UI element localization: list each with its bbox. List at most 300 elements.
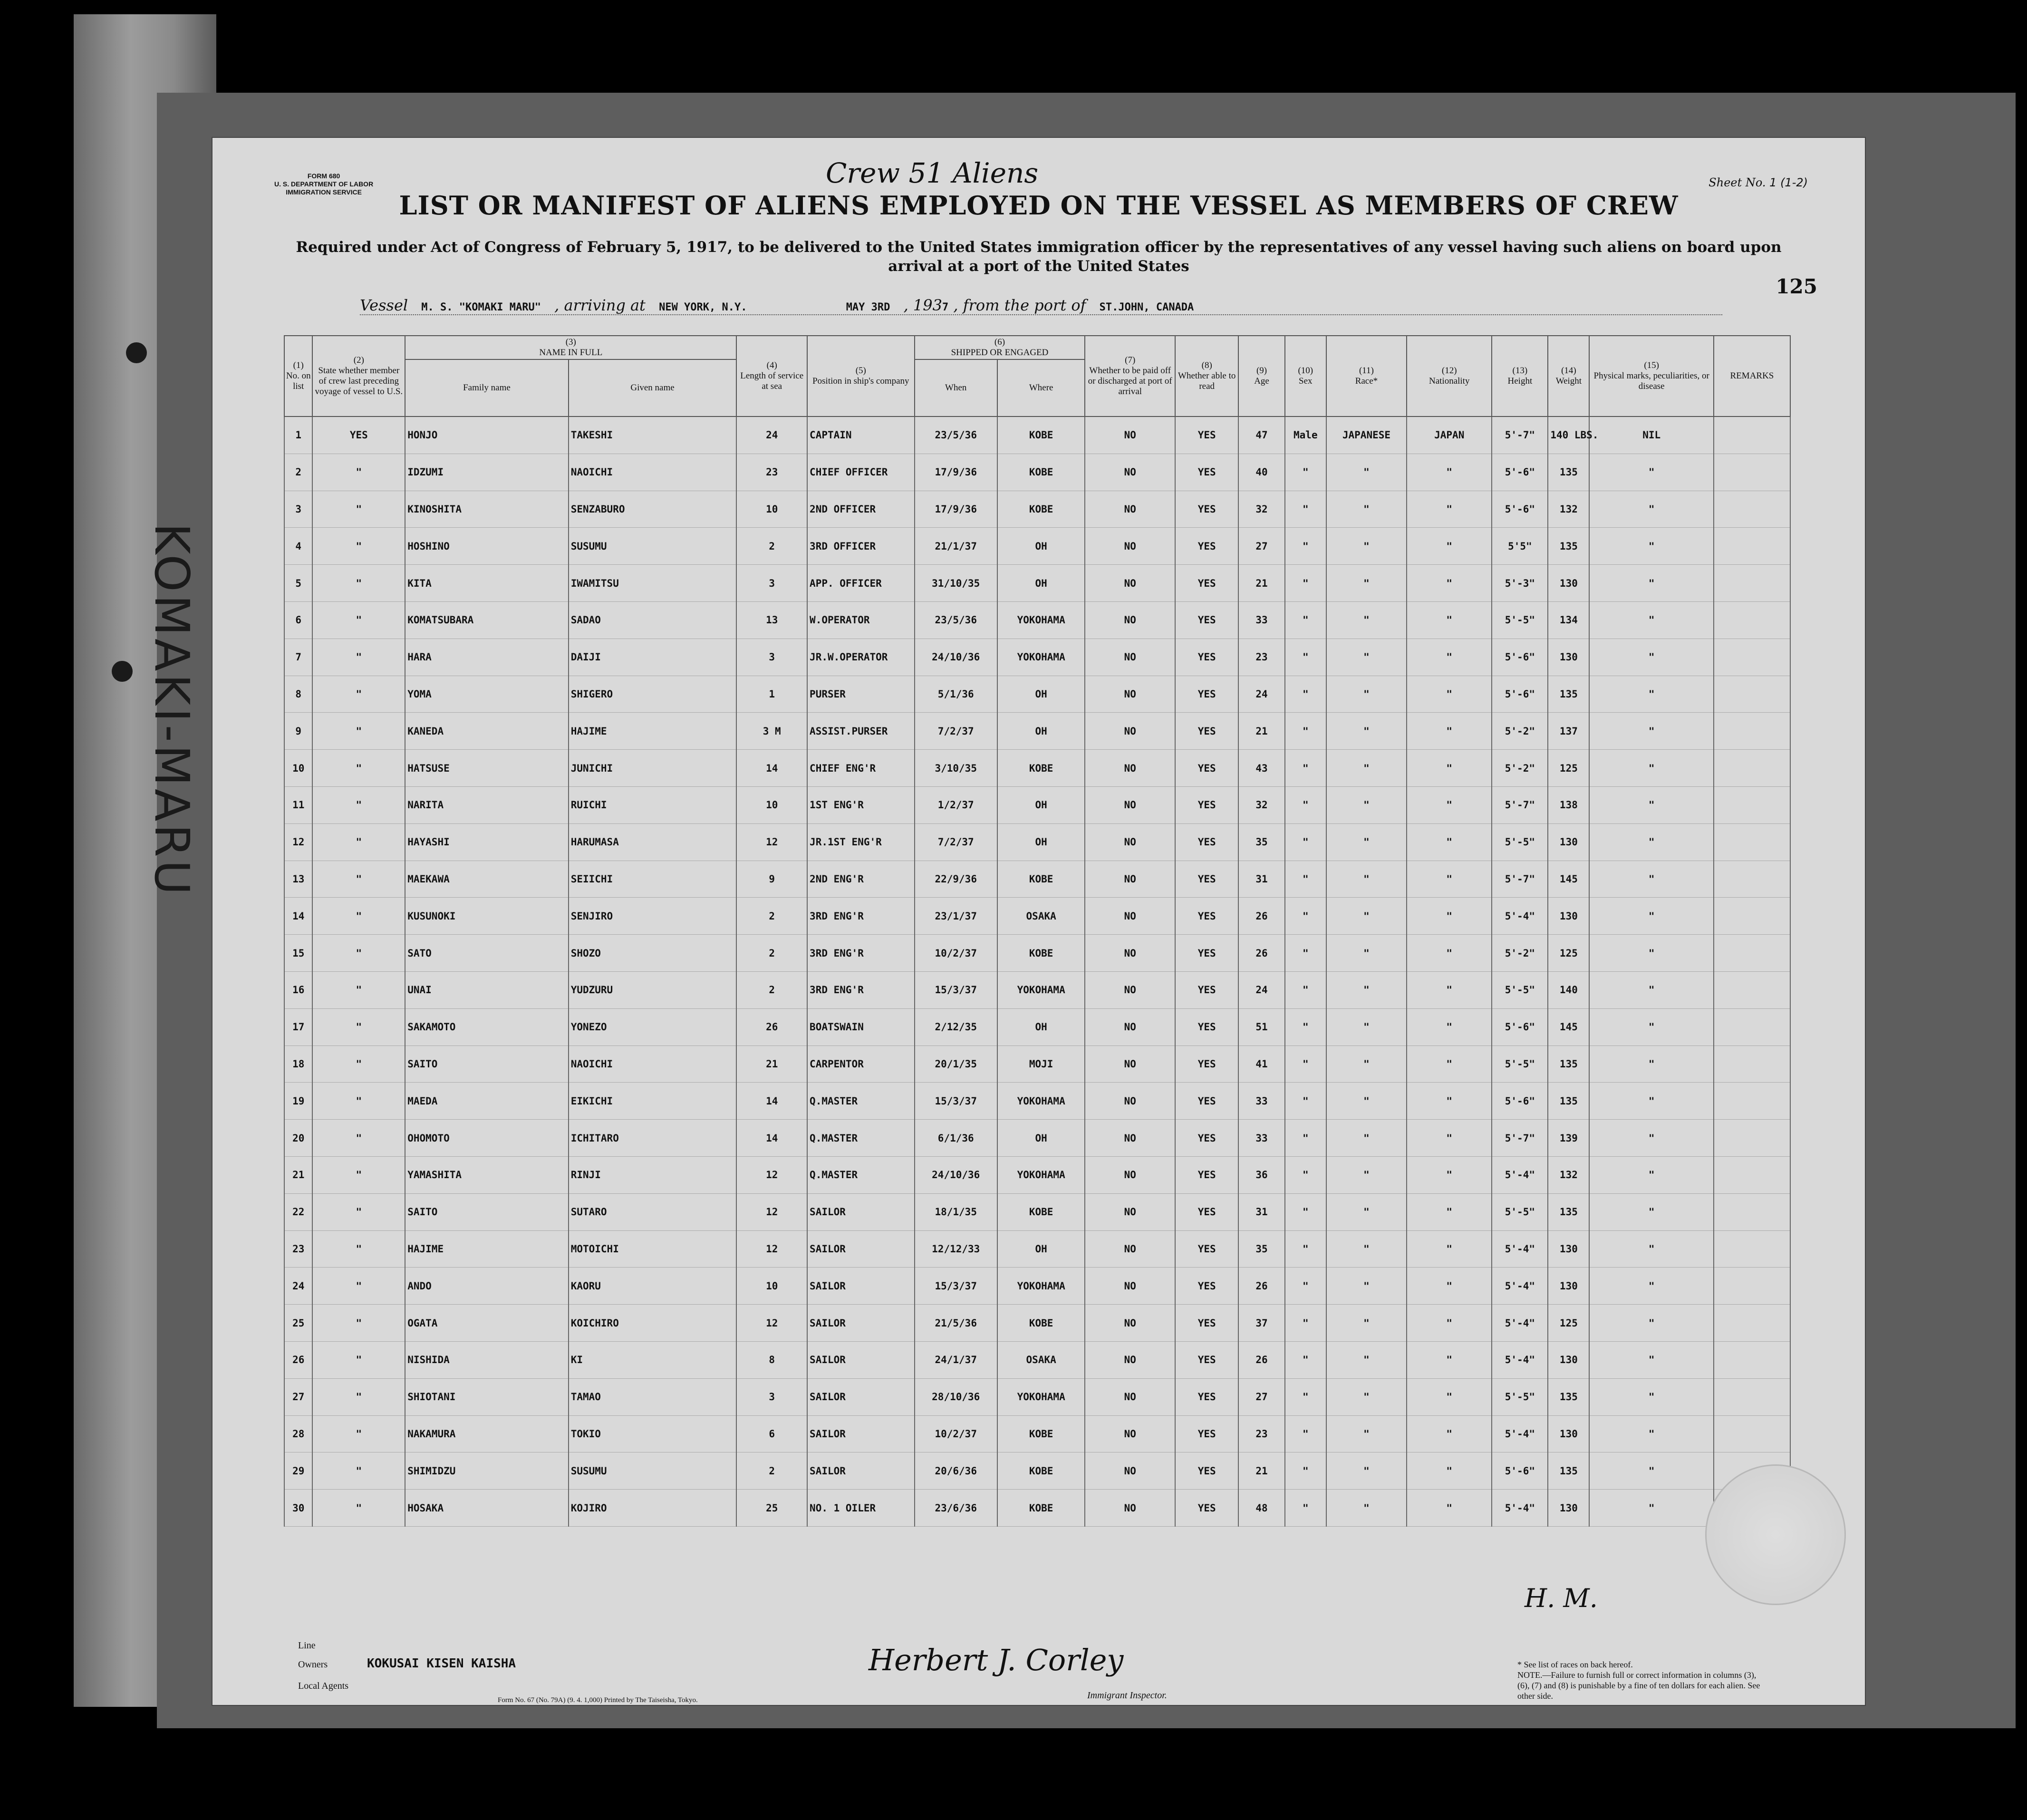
cell-physical-marks: " [1589, 898, 1713, 935]
cell-nationality: " [1407, 1193, 1492, 1230]
cell-position: ASSIST.PURSER [807, 713, 915, 750]
cell-given-name: MOTOICHI [569, 1230, 737, 1268]
cell-weight: 135 [1548, 454, 1589, 491]
cell-service: 24 [736, 416, 807, 454]
cell-physical-marks: " [1589, 1452, 1713, 1490]
cell-shipped-when: 23/1/37 [915, 898, 997, 935]
cell-age: 33 [1238, 1083, 1284, 1120]
cell-physical-marks: " [1589, 1230, 1713, 1268]
cell-family-name: SAKAMOTO [405, 1008, 568, 1046]
cell-shipped-where: KOBE [997, 1452, 1085, 1490]
cell-last-voyage: " [312, 823, 405, 861]
arrival-port: NEW YORK, N.Y. [659, 301, 747, 313]
cell-able-to-read: YES [1175, 1193, 1238, 1230]
cell-physical-marks: " [1589, 713, 1713, 750]
cell-able-to-read: YES [1175, 935, 1238, 972]
cell-height: 5'-4" [1492, 1156, 1548, 1193]
table-row [284, 1305, 1790, 1342]
cell-height: 5'-5" [1492, 1046, 1548, 1083]
cell-no: 4 [284, 528, 312, 565]
cell-remarks [1714, 491, 1790, 528]
cell-sex: " [1285, 1415, 1326, 1452]
cell-weight: 130 [1548, 1268, 1589, 1305]
cell-family-name: SHIOTANI [405, 1378, 568, 1415]
cell-remarks [1714, 823, 1790, 861]
cell-physical-marks: " [1589, 971, 1713, 1008]
cell-service: 8 [736, 1341, 807, 1378]
cell-given-name: DAIJI [569, 639, 737, 676]
cell-age: 23 [1238, 1415, 1284, 1452]
cell-nationality: " [1407, 528, 1492, 565]
cell-paid-off: NO [1085, 491, 1175, 528]
cell-given-name: JUNICHI [569, 750, 737, 787]
cell-position: CAPTAIN [807, 416, 915, 454]
cell-shipped-where: OH [997, 786, 1085, 823]
cell-physical-marks: " [1589, 1305, 1713, 1342]
cell-given-name: KI [569, 1341, 737, 1378]
owners-label: Owners [298, 1659, 328, 1670]
cell-race: " [1326, 1230, 1407, 1268]
cell-service: 6 [736, 1415, 807, 1452]
cell-position: BOATSWAIN [807, 1008, 915, 1046]
cell-service: 10 [736, 1268, 807, 1305]
cell-weight: 135 [1548, 1046, 1589, 1083]
cell-last-voyage: " [312, 676, 405, 713]
cell-shipped-when: 7/2/37 [915, 823, 997, 861]
cell-no: 6 [284, 601, 312, 639]
cell-no: 10 [284, 750, 312, 787]
cell-sex: " [1285, 1268, 1326, 1305]
table-row [284, 823, 1790, 861]
cell-race: " [1326, 528, 1407, 565]
cell-no: 11 [284, 786, 312, 823]
cell-nationality: " [1407, 639, 1492, 676]
cell-physical-marks: " [1589, 1341, 1713, 1378]
cell-position: SAILOR [807, 1193, 915, 1230]
cell-shipped-when: 21/1/37 [915, 528, 997, 565]
cell-weight: 138 [1548, 786, 1589, 823]
cell-remarks [1714, 676, 1790, 713]
cell-remarks [1714, 1193, 1790, 1230]
cell-last-voyage: " [312, 639, 405, 676]
cell-service: 3 [736, 1378, 807, 1415]
cell-paid-off: NO [1085, 1305, 1175, 1342]
cell-weight: 145 [1548, 1008, 1589, 1046]
cell-paid-off: NO [1085, 1452, 1175, 1490]
cell-family-name: HAJIME [405, 1230, 568, 1268]
cell-shipped-when: 17/9/36 [915, 454, 997, 491]
cell-height: 5'-6" [1492, 676, 1548, 713]
cell-service: 3 [736, 639, 807, 676]
cell-nationality: " [1407, 491, 1492, 528]
cell-race: " [1326, 491, 1407, 528]
cell-race: JAPANESE [1326, 416, 1407, 454]
cell-position: JR.W.OPERATOR [807, 639, 915, 676]
cell-service: 3 [736, 565, 807, 602]
cell-height: 5'-4" [1492, 1415, 1548, 1452]
cell-given-name: HARUMASA [569, 823, 737, 861]
cell-height: 5'-7" [1492, 416, 1548, 454]
cell-age: 21 [1238, 713, 1284, 750]
cell-position: 2ND OFFICER [807, 491, 915, 528]
cell-service: 2 [736, 935, 807, 972]
cell-shipped-when: 28/10/36 [915, 1378, 997, 1415]
cell-given-name: SHOZO [569, 935, 737, 972]
cell-height: 5'-7" [1492, 861, 1548, 898]
table-row [284, 971, 1790, 1008]
cell-service: 14 [736, 750, 807, 787]
cell-no: 12 [284, 823, 312, 861]
cell-service: 12 [736, 1156, 807, 1193]
cell-service: 12 [736, 823, 807, 861]
cell-remarks [1714, 971, 1790, 1008]
local-agents-label: Local Agents [298, 1681, 349, 1691]
cell-weight: 135 [1548, 1083, 1589, 1120]
cell-able-to-read: YES [1175, 1083, 1238, 1120]
cell-height: 5'-2" [1492, 713, 1548, 750]
cell-paid-off: NO [1085, 935, 1175, 972]
cell-last-voyage: " [312, 1415, 405, 1452]
cell-last-voyage: " [312, 1046, 405, 1083]
cell-no: 5 [284, 565, 312, 602]
cell-sex: " [1285, 1490, 1326, 1527]
cell-family-name: YAMASHITA [405, 1156, 568, 1193]
cell-nationality: " [1407, 1452, 1492, 1490]
cell-physical-marks: " [1589, 676, 1713, 713]
cell-paid-off: NO [1085, 1415, 1175, 1452]
cell-age: 26 [1238, 1268, 1284, 1305]
cell-age: 32 [1238, 491, 1284, 528]
cell-given-name: KOJIRO [569, 1490, 737, 1527]
cell-race: " [1326, 1193, 1407, 1230]
cell-shipped-when: 21/5/36 [915, 1305, 997, 1342]
cell-given-name: SEIICHI [569, 861, 737, 898]
cell-no: 29 [284, 1452, 312, 1490]
cell-no: 13 [284, 861, 312, 898]
cell-nationality: " [1407, 1490, 1492, 1527]
cell-able-to-read: YES [1175, 786, 1238, 823]
cell-given-name: SENZABURO [569, 491, 737, 528]
sheet-number: Sheet No. 1 (1-2) [1708, 176, 1808, 189]
cell-shipped-when: 15/3/37 [915, 1083, 997, 1120]
cell-age: 21 [1238, 1452, 1284, 1490]
col-header-nationality: (12) Nationality [1407, 336, 1492, 416]
cell-physical-marks: " [1589, 601, 1713, 639]
cell-physical-marks: " [1589, 491, 1713, 528]
cell-race: " [1326, 1378, 1407, 1415]
col-header-shipped: (6) SHIPPED OR ENGAGED [915, 336, 1085, 359]
cell-age: 33 [1238, 1120, 1284, 1157]
cell-height: 5'-4" [1492, 1305, 1548, 1342]
cell-service: 26 [736, 1008, 807, 1046]
cell-position: SAILOR [807, 1378, 915, 1415]
cell-last-voyage: " [312, 1120, 405, 1157]
table-row [284, 639, 1790, 676]
table-row [284, 861, 1790, 898]
cell-age: 21 [1238, 565, 1284, 602]
cell-race: " [1326, 1083, 1407, 1120]
cell-family-name: HONJO [405, 416, 568, 454]
cell-service: 12 [736, 1230, 807, 1268]
table-row [284, 1046, 1790, 1083]
cell-weight: 130 [1548, 565, 1589, 602]
cell-age: 24 [1238, 971, 1284, 1008]
cell-able-to-read: YES [1175, 1008, 1238, 1046]
cell-service: 14 [736, 1083, 807, 1120]
cell-physical-marks: " [1589, 1378, 1713, 1415]
cell-shipped-where: KOBE [997, 861, 1085, 898]
cell-weight: 132 [1548, 1156, 1589, 1193]
table-row [284, 898, 1790, 935]
cell-nationality: " [1407, 676, 1492, 713]
cell-remarks [1714, 1341, 1790, 1378]
cell-sex: " [1285, 1378, 1326, 1415]
cell-sex: " [1285, 1230, 1326, 1268]
cell-no: 23 [284, 1230, 312, 1268]
cell-height: 5'-6" [1492, 1452, 1548, 1490]
col-header-age: (9) Age [1238, 336, 1284, 416]
cell-able-to-read: YES [1175, 528, 1238, 565]
cell-sex: " [1285, 1083, 1326, 1120]
cell-height: 5'-5" [1492, 971, 1548, 1008]
cell-service: 1 [736, 676, 807, 713]
cell-shipped-where: OH [997, 528, 1085, 565]
cell-physical-marks: " [1589, 1008, 1713, 1046]
cell-no: 3 [284, 491, 312, 528]
cell-race: " [1326, 786, 1407, 823]
cell-shipped-where: YOKOHAMA [997, 1156, 1085, 1193]
cell-family-name: SHIMIDZU [405, 1452, 568, 1490]
cell-weight: 145 [1548, 861, 1589, 898]
cell-sex: " [1285, 454, 1326, 491]
cell-height: 5'-5" [1492, 1193, 1548, 1230]
cell-paid-off: NO [1085, 528, 1175, 565]
col-header-last-voyage: (2) State whether member of crew last preceding voyage of vessel to U.S. [312, 336, 405, 416]
cell-given-name: YONEZO [569, 1008, 737, 1046]
cell-age: 51 [1238, 1008, 1284, 1046]
cell-given-name: SENJIRO [569, 898, 737, 935]
table-row [284, 1008, 1790, 1046]
cell-given-name: RINJI [569, 1156, 737, 1193]
cell-physical-marks: " [1589, 639, 1713, 676]
cell-physical-marks: " [1589, 1490, 1713, 1527]
cell-no: 25 [284, 1305, 312, 1342]
table-row [284, 713, 1790, 750]
cell-last-voyage: " [312, 750, 405, 787]
cell-able-to-read: YES [1175, 750, 1238, 787]
cell-no: 9 [284, 713, 312, 750]
cell-family-name: KANEDA [405, 713, 568, 750]
cell-shipped-where: YOKOHAMA [997, 1083, 1085, 1120]
cell-position: 3RD ENG'R [807, 898, 915, 935]
table-row [284, 1120, 1790, 1157]
cell-shipped-where: OH [997, 1230, 1085, 1268]
fine-note: NOTE.—Failure to furnish full or correct information in columns (3), (6), (7) and (8) is punishable by a fine of ten dollars for each alien. See other side. [1517, 1670, 1760, 1701]
cell-last-voyage: " [312, 528, 405, 565]
cell-nationality: " [1407, 1305, 1492, 1342]
cell-height: 5'-5" [1492, 823, 1548, 861]
cell-no: 30 [284, 1490, 312, 1527]
cell-able-to-read: YES [1175, 1305, 1238, 1342]
cell-nationality: JAPAN [1407, 416, 1492, 454]
cell-sex: " [1285, 1046, 1326, 1083]
cell-service: 2 [736, 971, 807, 1008]
cell-position: PURSER [807, 676, 915, 713]
cell-last-voyage: " [312, 1490, 405, 1527]
requirement-text: Required under Act of Congress of February 5, 1917, to be delivered to the United States immigration officer by the representatives of any vessel having such aliens on board upon arrival at a port of the United States [296, 239, 1782, 275]
cell-paid-off: NO [1085, 1046, 1175, 1083]
cell-paid-off: NO [1085, 1120, 1175, 1157]
cell-physical-marks: " [1589, 1268, 1713, 1305]
cell-shipped-when: 3/10/35 [915, 750, 997, 787]
cell-able-to-read: YES [1175, 971, 1238, 1008]
cell-physical-marks: " [1589, 823, 1713, 861]
cell-nationality: " [1407, 971, 1492, 1008]
cell-family-name: KUSUNOKI [405, 898, 568, 935]
cell-remarks [1714, 898, 1790, 935]
cell-service: 21 [736, 1046, 807, 1083]
cell-race: " [1326, 861, 1407, 898]
cell-able-to-read: YES [1175, 639, 1238, 676]
cell-nationality: " [1407, 454, 1492, 491]
col-header-when: When [915, 359, 997, 416]
cell-given-name: RUICHI [569, 786, 737, 823]
cell-height: 5'-4" [1492, 898, 1548, 935]
cell-shipped-when: 23/5/36 [915, 601, 997, 639]
cell-weight: 137 [1548, 713, 1589, 750]
cell-race: " [1326, 823, 1407, 861]
cell-service: 12 [736, 1193, 807, 1230]
cell-last-voyage: " [312, 1193, 405, 1230]
cell-race: " [1326, 713, 1407, 750]
cell-shipped-when: 6/1/36 [915, 1120, 997, 1157]
cell-paid-off: NO [1085, 713, 1175, 750]
cell-sex: " [1285, 935, 1326, 972]
cell-position: SAILOR [807, 1268, 915, 1305]
cell-shipped-where: KOBE [997, 1193, 1085, 1230]
cell-physical-marks: " [1589, 565, 1713, 602]
cell-physical-marks: " [1589, 750, 1713, 787]
cell-sex: " [1285, 786, 1326, 823]
cell-paid-off: NO [1085, 971, 1175, 1008]
cell-last-voyage: " [312, 1268, 405, 1305]
cell-no: 24 [284, 1268, 312, 1305]
cell-shipped-when: 1/2/37 [915, 786, 997, 823]
cell-race: " [1326, 1415, 1407, 1452]
cell-no: 17 [284, 1008, 312, 1046]
cell-last-voyage: " [312, 1008, 405, 1046]
cell-able-to-read: YES [1175, 565, 1238, 602]
cell-given-name: SUSUMU [569, 1452, 737, 1490]
cell-able-to-read: YES [1175, 491, 1238, 528]
cell-position: NO. 1 OILER [807, 1490, 915, 1527]
cell-age: 47 [1238, 416, 1284, 454]
cell-given-name: KAORU [569, 1268, 737, 1305]
cell-shipped-when: 23/5/36 [915, 416, 997, 454]
cell-weight: 134 [1548, 601, 1589, 639]
cell-paid-off: NO [1085, 676, 1175, 713]
cell-age: 43 [1238, 750, 1284, 787]
table-row [284, 1490, 1790, 1527]
cell-weight: 125 [1548, 1305, 1589, 1342]
table-row [284, 750, 1790, 787]
cell-weight: 130 [1548, 1490, 1589, 1527]
cell-sex: " [1285, 565, 1326, 602]
cell-age: 27 [1238, 528, 1284, 565]
cell-weight: 130 [1548, 898, 1589, 935]
cell-age: 36 [1238, 1156, 1284, 1193]
cell-weight: 140 LBS. [1548, 416, 1589, 454]
cell-able-to-read: YES [1175, 676, 1238, 713]
cell-physical-marks: " [1589, 1120, 1713, 1157]
cell-last-voyage: " [312, 1452, 405, 1490]
cell-paid-off: NO [1085, 1008, 1175, 1046]
cell-height: 5'5" [1492, 528, 1548, 565]
printer-info: Form No. 67 (No. 79A) (9. 4. 1,000) Printed by The Taiseisha, Tokyo. [498, 1696, 698, 1704]
cell-weight: 130 [1548, 639, 1589, 676]
col-header-sex: (10) Sex [1285, 336, 1326, 416]
cell-shipped-where: YOKOHAMA [997, 639, 1085, 676]
cell-last-voyage: " [312, 601, 405, 639]
cell-position: W.OPERATOR [807, 601, 915, 639]
cell-position: SAILOR [807, 1415, 915, 1452]
cell-family-name: UNAI [405, 971, 568, 1008]
line-label: Line [298, 1640, 316, 1651]
cell-age: 27 [1238, 1378, 1284, 1415]
cell-shipped-where: KOBE [997, 1305, 1085, 1342]
cell-no: 28 [284, 1415, 312, 1452]
cell-position: CHIEF OFFICER [807, 454, 915, 491]
cell-age: 26 [1238, 898, 1284, 935]
side-ship-name: KOMAKI-MARU [144, 523, 200, 898]
cell-physical-marks: NIL [1589, 416, 1713, 454]
cell-nationality: " [1407, 1156, 1492, 1193]
cell-no: 7 [284, 639, 312, 676]
cell-given-name: SHIGERO [569, 676, 737, 713]
cell-no: 1 [284, 416, 312, 454]
cell-race: " [1326, 1046, 1407, 1083]
cell-weight: 140 [1548, 971, 1589, 1008]
cell-able-to-read: YES [1175, 601, 1238, 639]
col-header-where: Where [997, 359, 1085, 416]
col-header-race: (11) Race* [1326, 336, 1407, 416]
cell-race: " [1326, 750, 1407, 787]
cell-no: 15 [284, 935, 312, 972]
table-row [284, 1378, 1790, 1415]
cell-age: 23 [1238, 639, 1284, 676]
cell-height: 5'-6" [1492, 1008, 1548, 1046]
cell-shipped-when: 12/12/33 [915, 1230, 997, 1268]
cell-able-to-read: YES [1175, 1156, 1238, 1193]
table-row [284, 1415, 1790, 1452]
cell-shipped-where: KOBE [997, 750, 1085, 787]
cell-last-voyage: " [312, 861, 405, 898]
cell-sex: " [1285, 1452, 1326, 1490]
cell-nationality: " [1407, 898, 1492, 935]
cell-nationality: " [1407, 823, 1492, 861]
cell-shipped-when: 22/9/36 [915, 861, 997, 898]
cell-shipped-when: 15/3/37 [915, 1268, 997, 1305]
cell-height: 5'-3" [1492, 565, 1548, 602]
cell-given-name: KOICHIRO [569, 1305, 737, 1342]
cell-shipped-when: 10/2/37 [915, 935, 997, 972]
cell-shipped-where: YOKOHAMA [997, 1378, 1085, 1415]
cell-able-to-read: YES [1175, 1452, 1238, 1490]
cell-remarks [1714, 1230, 1790, 1268]
handwritten-crew-note: Crew 51 Aliens [826, 157, 1039, 189]
cell-no: 19 [284, 1083, 312, 1120]
cell-shipped-where: YOKOHAMA [997, 601, 1085, 639]
